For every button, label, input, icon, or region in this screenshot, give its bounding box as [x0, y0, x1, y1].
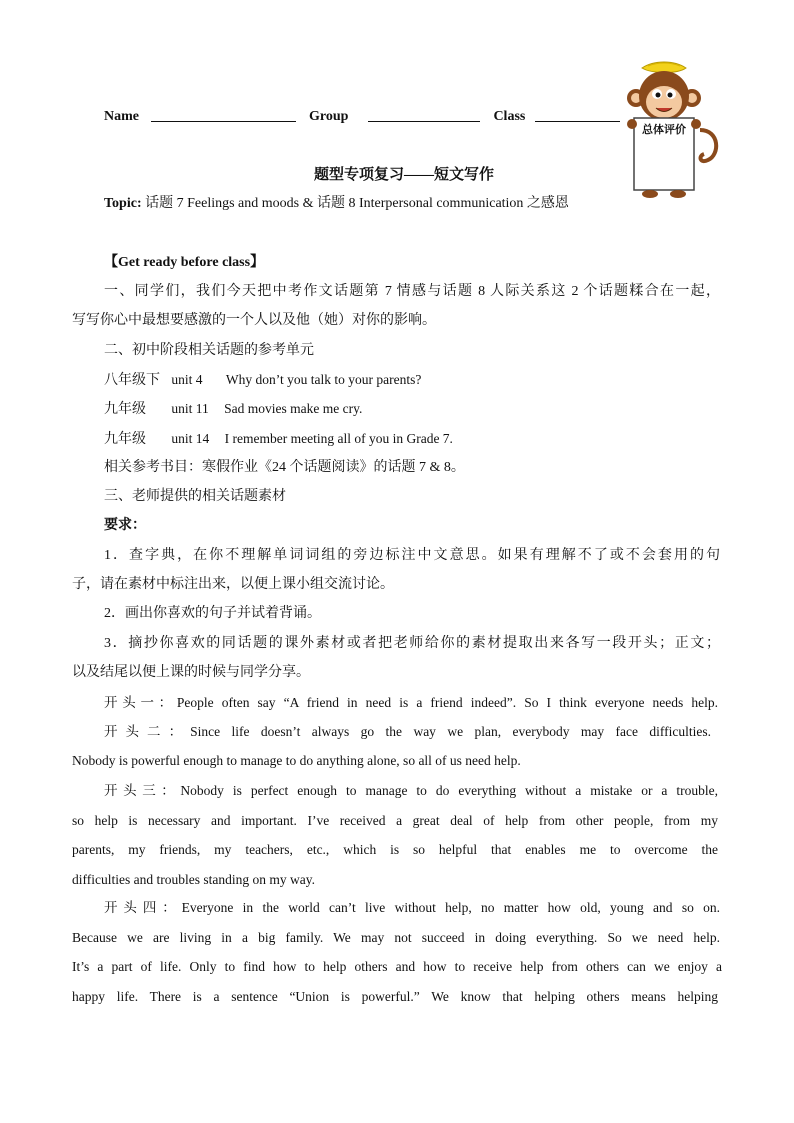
opening-three-line: 开头三：Nobody is perfect enough to manage to do everything without a mistake or a trouble, [104, 783, 718, 798]
requirement-line: 子，请在素材中标注出来，以便上课小组交流讨论。 [72, 577, 394, 592]
badge-text: 总体评价 [642, 123, 686, 136]
unit-number: unit 4 [171, 372, 203, 387]
topic-label: Topic: [104, 196, 142, 211]
unit-grade: 九年级 [104, 402, 146, 417]
opening-three-line: so help is necessary and important. I’ve received a great deal of help from other people, from my [72, 813, 718, 828]
unit-row [104, 370, 421, 391]
unit-number: unit 11 [171, 401, 209, 416]
intro-line: 一、同学们，我们今天把中考作文话题第 7 情感与话题 8 人际关系这 2 个话题糅合在一起， [104, 284, 720, 299]
requirement-line: 以及结尾以便上课的时候与同学分享。 [72, 665, 310, 680]
name-blank[interactable] [151, 107, 296, 122]
header-row [104, 107, 620, 127]
opening-four-line: It’s a part of life. Only to find how to help others and how to receive help from others can we enjoy a [72, 959, 722, 974]
page-title: 题型专项复习——短文写作 [314, 167, 495, 183]
topic-line [104, 194, 569, 214]
unit-number: unit 14 [171, 431, 210, 446]
material-heading: 三、老师提供的相关话题素材 [104, 489, 286, 504]
group-blank[interactable] [368, 107, 480, 122]
opening-one-line: 开头一：People often say “A friend in need is a friend indeed”. So I think everyone needs help. [104, 695, 718, 710]
reference-line: 相关参考书目：寒假作业《24 个话题阅读》的话题 7 & 8。 [104, 460, 465, 475]
requirement-line: 2．画出你喜欢的句子并试着背诵。 [104, 606, 321, 621]
intro-line: 二、初中阶段相关话题的参考单元 [104, 343, 314, 358]
requirement-line: 3．摘抄你喜欢的同话题的课外素材或者把老师给你的素材提取出来各写一段开头；正文； [104, 636, 720, 651]
name-label: Name [104, 109, 139, 124]
topic-text: 话题 7 Feelings and moods & 话题 8 Interpersonal communication 之感恩 [145, 196, 569, 211]
class-blank[interactable] [535, 107, 620, 122]
opening-two-line: Nobody is powerful enough to manage to do anything alone, so all of us need help. [72, 753, 521, 768]
opening-two-line: 开头二：Since life doesn’t always go the way we plan, everybody may face difficulties. [104, 724, 711, 739]
opening-four-line: happy life. There is a sentence “Union is powerful.” We know that helping others means helping [72, 989, 718, 1004]
class-label: Class [493, 109, 526, 124]
requirement-line: 1．查字典，在你不理解单词词组的旁边标注中文意思。如果有理解不了或不会套用的句 [104, 548, 720, 563]
opening-four-line: Because we are living in a big family. We may not succeed in doing everything. So we need help. [72, 930, 720, 945]
intro-line: 写写你心中最想要感激的一个人以及他（她）对你的影响。 [72, 313, 436, 328]
unit-title: Sad movies make me cry. [224, 401, 363, 416]
unit-title: Why don’t you talk to your parents? [225, 372, 422, 387]
monkey-evaluation-icon [612, 60, 722, 200]
unit-title: I remember meeting all of you in Grade 7. [224, 431, 453, 446]
opening-three-line: parents, my friends, my teachers, etc., which is so helpful that enables me to overcome the [72, 842, 718, 857]
opening-three-line: difficulties and troubles standing on my way. [72, 872, 315, 887]
opening-four-line: 开头四：Everyone in the world can’t live without help, no matter how old, young and so on. [104, 900, 720, 915]
section-heading: 【Get ready before class】 [104, 255, 265, 270]
unit-row [104, 429, 453, 450]
group-label: Group [309, 109, 349, 124]
unit-grade: 八年级下 [104, 373, 160, 388]
unit-row [104, 399, 362, 420]
unit-grade: 九年级 [104, 432, 146, 447]
requirements-label: 要求： [104, 518, 146, 533]
